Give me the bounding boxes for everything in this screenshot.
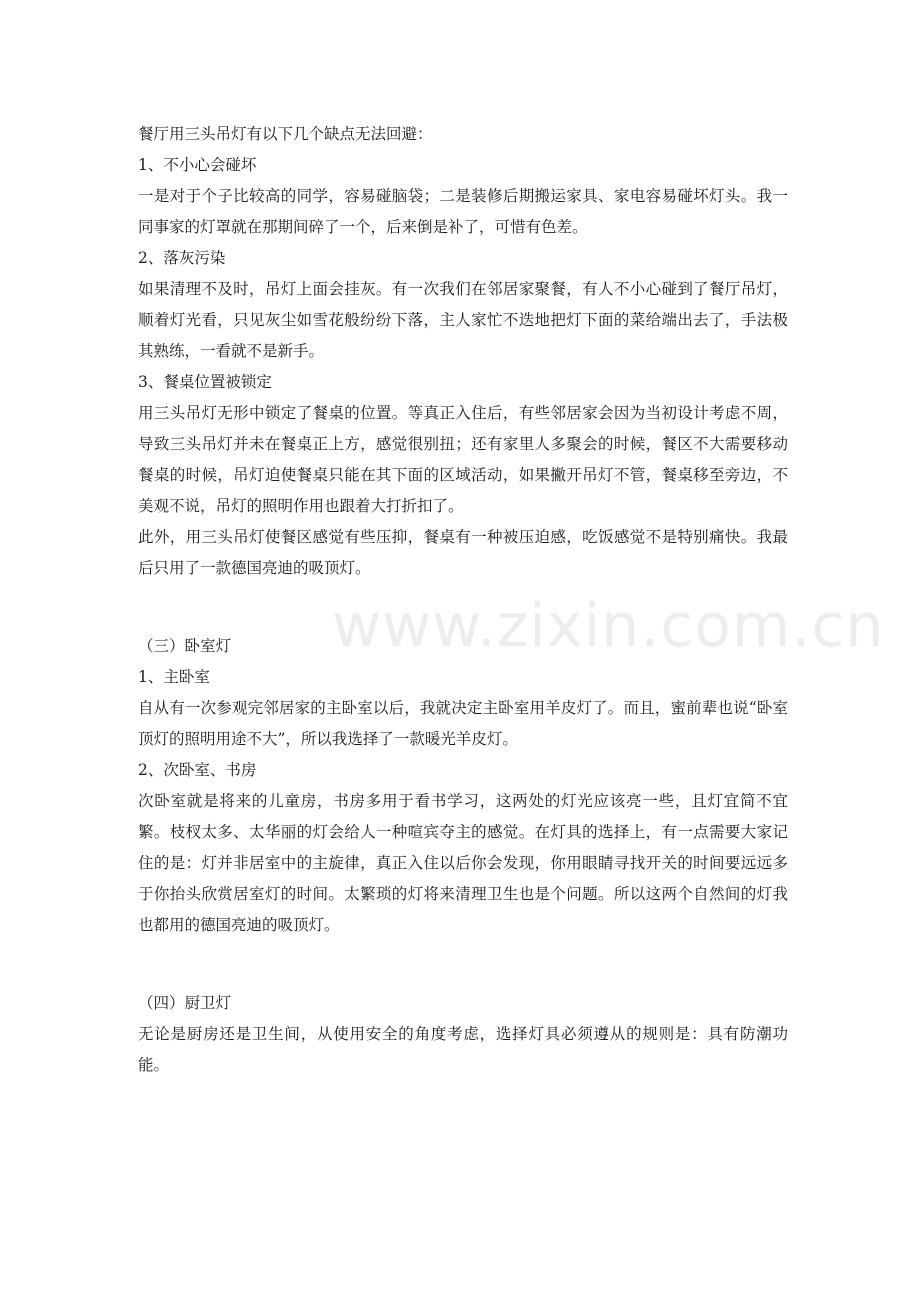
body-paragraph: 用三头吊灯无形中锁定了餐桌的位置。等真正入住后，有些邻居家会因为当初设计考虑不周，导致三头吊灯并未在餐桌正上方，感觉很别扭；还有家里人多聚会的时候，餐区不大需要移动餐桌的时候，吊灯迫使餐桌只能在其下面的区域活动，如果撇开吊灯不管，餐桌移至旁边，不美观不说，吊灯的照明作用也跟着大打折扣了。 bbox=[138, 404, 788, 515]
blank-line bbox=[138, 941, 788, 972]
body-paragraph: 一是对于个子比较高的同学，容易碰脑袋；二是装修后期搬运家具、家电容易碰坏灯头。我一同事家的灯罩就在那期间碎了一个，后来倒是补了，可惜有色差。 bbox=[138, 187, 788, 236]
spacer bbox=[138, 615, 788, 631]
spacer bbox=[138, 972, 788, 988]
section-heading-kitchen-bath: （四）厨卫灯 bbox=[138, 994, 232, 1012]
body-paragraph: 次卧室就是将来的儿童房，书房多用于看书学习，这两处的灯光应该亮一些，且灯宜简不宜繁。枝杈太多、太华丽的灯会给人一种喧宾夺主的感觉。在灯具的选择上，有一点需要大家记住的是：灯并非居室中的主旋律，真正入住以后你会发现，你用眼睛寻找开关的时间要远远多于你抬头欣赏居室灯的时间。太繁琐的灯将来清理卫生也是个问题。所以这两个自然间的灯我也都用的德国亮迪的吸顶灯。 bbox=[138, 792, 788, 934]
body-paragraph: 此外，用三头吊灯使餐区感觉有些压抑，餐桌有一种被压迫感，吃饭感觉不是特别痛快。我最后只用了一款德国亮迪的吸顶灯。 bbox=[138, 528, 788, 577]
section-heading-bedroom: （三）卧室灯 bbox=[138, 637, 232, 655]
body-paragraph: 无论是厨房还是卫生间，从使用安全的角度考虑，选择灯具必须遵从的规则是：具有防潮功能。 bbox=[138, 1025, 788, 1074]
body-paragraph: 如果清理不及时，吊灯上面会挂灰。有一次我们在邻居家聚餐，有人不小心碰到了餐厅吊灯，顺着灯光看，只见灰尘如雪花般纷纷下落，主人家忙不迭地把灯下面的菜给端出去了，手法极其熟练，一看就不是新手。 bbox=[138, 280, 788, 360]
document-body bbox=[138, 119, 788, 1081]
list-heading-1: 1、不小心会碰坏 bbox=[138, 156, 257, 174]
list-heading-2: 2、落灰污染 bbox=[138, 249, 226, 267]
body-paragraph: 自从有一次参观完邻居家的主卧室以后，我就决定主卧室用羊皮灯了。而且，蜜前辈也说“卧室顶灯的照明用途不大”，所以我选择了一款暖光羊皮灯。 bbox=[138, 699, 788, 748]
list-heading-master-bedroom: 1、主卧室 bbox=[138, 668, 210, 686]
list-heading-3: 3、餐桌位置被锁定 bbox=[138, 373, 272, 391]
blank-line bbox=[138, 584, 788, 615]
intro-paragraph: 餐厅用三头吊灯有以下几个缺点无法回避： bbox=[138, 125, 433, 143]
watermark: www.zixin.com.cn bbox=[332, 591, 885, 661]
list-heading-second-bedroom: 2、次卧室、书房 bbox=[138, 761, 257, 779]
